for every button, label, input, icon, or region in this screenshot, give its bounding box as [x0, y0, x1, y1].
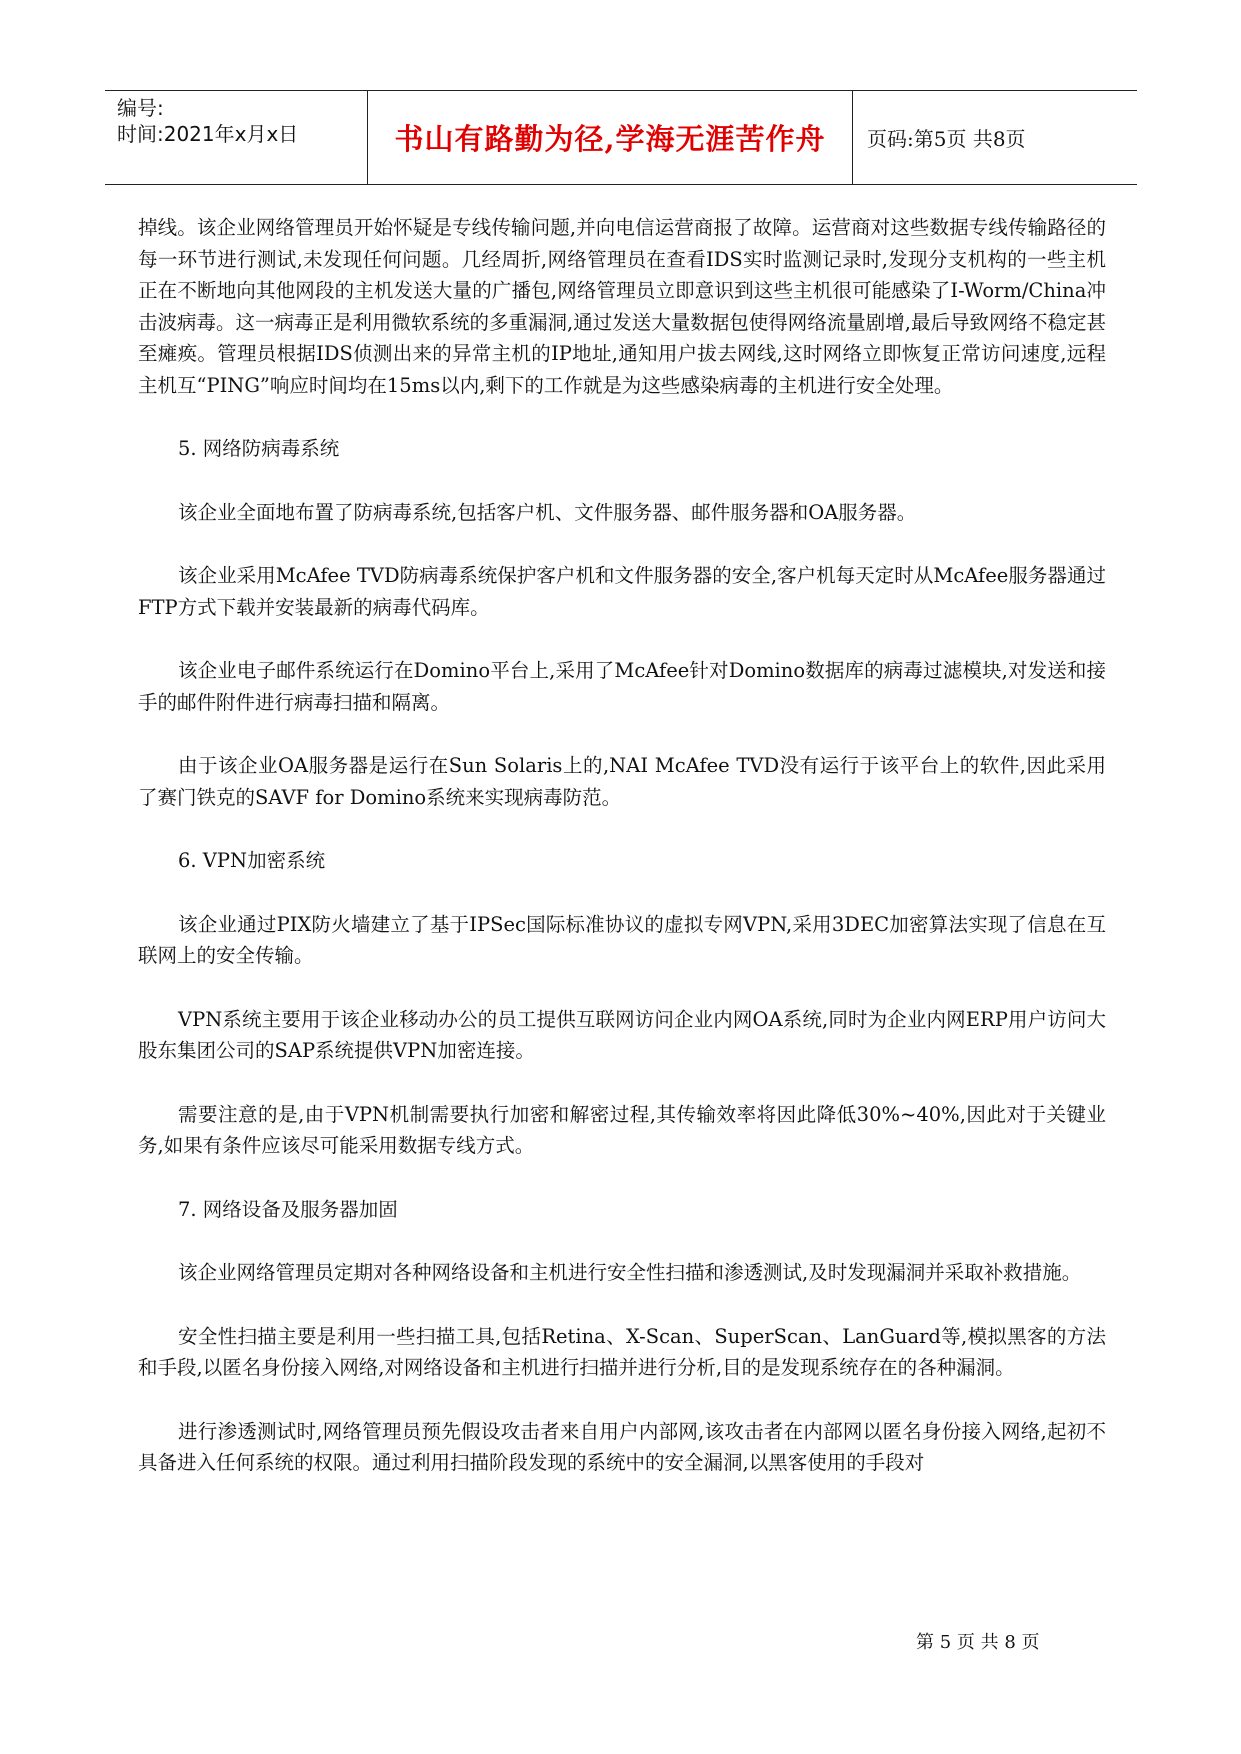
body-paragraph: 该企业通过PIX防火墙建立了基于IPSec国际标准协议的虚拟专网VPN,采用3DEC加密算法实现了信息在互联网上的安全传输。 — [138, 912, 1106, 967]
header-meta — [105, 91, 368, 184]
body-paragraph: 掉线。该企业网络管理员开始怀疑是专线传输问题,并向电信运营商报了故障。运营商对这些数据专线传输路径的每一环节进行测试,未发现任何问题。几经周折,网络管理员在查看IDS实时监测记录时,发现分支机构的一些主机正在不断地向其他网段的主机发送大量的广播包,网络管理员立即意识到这些主机很可能感染了I-Worm/China冲击波病毒。这一病毒正是利用微软系统的多重漏洞,通过发送大量数据包使得网络流量剧增,最后导致网络不稳定甚至瘫痪。管理员根据IDS侦测出来的异常主机的IP地址,通知用户拔去网线,这时网络立即恢复正常访问速度,远程主机互“PING”响应时间均在15ms以内,剩下的工作就是为这些感染病毒的主机进行安全处理。 — [138, 216, 1106, 397]
footer-page-number: 第 5 页 共 8 页 — [916, 1632, 1040, 1653]
document-number-label: 编号: — [117, 96, 164, 120]
section-heading: 6. VPN加密系统 — [178, 849, 326, 872]
header-page-info: 页码:第5页 共8页 — [867, 127, 1026, 151]
body-paragraph: 由于该企业OA服务器是运行在Sun Solaris上的,NAI McAfee TVD没有运行于该平台上的软件,因此采用了赛门铁克的SAVF for Domino系统来实现病毒防范。 — [138, 754, 1106, 809]
body-paragraph: 需要注意的是,由于VPN机制需要执行加密和解密过程,其传输效率将因此降低30%~40%,因此对于关键业务,如果有条件应该尽可能采用数据专线方式。 — [138, 1102, 1106, 1157]
page-header — [105, 90, 1137, 185]
header-motto: 书山有路勤为径,学海无涯苦作舟 — [394, 122, 826, 156]
document-body — [138, 212, 1106, 1511]
header-motto-cell — [368, 91, 853, 184]
body-paragraph: 安全性扫描主要是利用一些扫描工具,包括Retina、X-Scan、SuperScan、LanGuard等,模拟黑客的方法和手段,以匿名身份接入网络,对网络设备和主机进行扫描并进行分析,目的是发现系统存在的各种漏洞。 — [138, 1324, 1106, 1379]
body-paragraph: 该企业网络管理员定期对各种网络设备和主机进行安全性扫描和渗透测试,及时发现漏洞并采取补救措施。 — [178, 1261, 1082, 1284]
body-paragraph: VPN系统主要用于该企业移动办公的员工提供互联网访问企业内网OA系统,同时为企业内网ERP用户访问大股东集团公司的SAP系统提供VPN加密连接。 — [138, 1007, 1106, 1062]
body-paragraph: 该企业全面地布置了防病毒系统,包括客户机、文件服务器、邮件服务器和OA服务器。 — [178, 500, 917, 524]
section-heading: 5. 网络防病毒系统 — [178, 437, 340, 460]
body-paragraph: 该企业采用McAfee TVD防病毒系统保护客户机和文件服务器的安全,客户机每天定时从McAfee服务器通过FTP方式下载并安装最新的病毒代码库。 — [138, 564, 1106, 619]
document-time-label: 时间:2021年x月x日 — [117, 122, 299, 146]
body-paragraph: 进行渗透测试时,网络管理员预先假设攻击者来自用户内部网,该攻击者在内部网以匿名身份接入网络,起初不具备进入任何系统的权限。通过利用扫描阶段发现的系统中的安全漏洞,以黑客使用的手段对 — [138, 1419, 1106, 1474]
section-heading: 7. 网络设备及服务器加固 — [178, 1197, 398, 1221]
body-paragraph: 该企业电子邮件系统运行在Domino平台上,采用了McAfee针对Domino数据库的病毒过滤模块,对发送和接手的邮件附件进行病毒扫描和隔离。 — [138, 659, 1106, 714]
